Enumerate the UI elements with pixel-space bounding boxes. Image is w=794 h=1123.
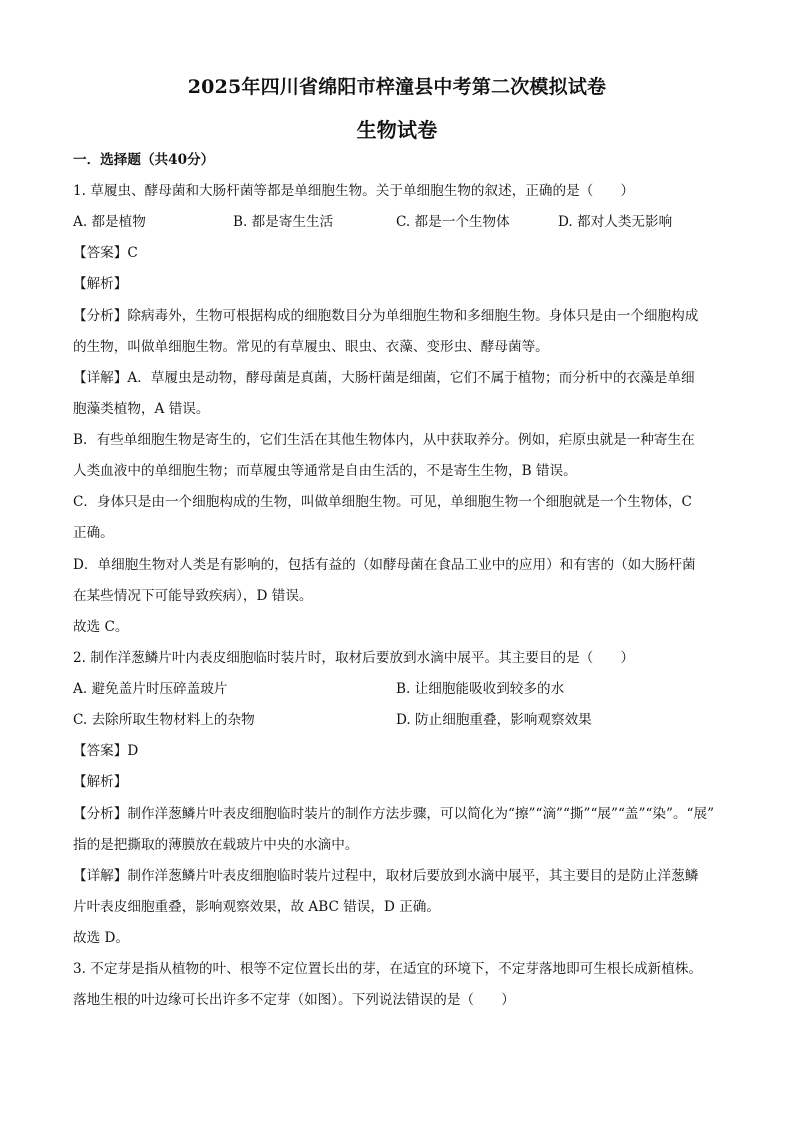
q1-b-line-1: B．有些单细胞生物是寄生的，它们生活在其他生物体内，从中获取养分。例如，疟原虫就是一种寄生在 — [73, 432, 695, 448]
q2-stem: 2. 制作洋葱鳞片叶内表皮细胞临时装片时，取材后要放到水滴中展平。其主要目的是（ ） — [73, 650, 635, 666]
q2-conclusion: 故选 D。 — [73, 930, 130, 946]
q1-option-d: D. 都对人类无影响 — [558, 214, 673, 230]
section-heading: 一．选择题（共40分） — [73, 152, 215, 168]
exam-title: 2025年四川省绵阳市梓潼县中考第二次模拟试卷 — [187, 76, 607, 98]
q2-answer: 【答案】D — [73, 743, 139, 759]
q1-c-line-2: 正确。 — [73, 525, 114, 541]
q1-c-line-1: C．身体只是由一个细胞构成的生物，叫做单细胞生物。可见，单细胞生物一个细胞就是一个生物体，C — [73, 494, 692, 510]
q2-analysis-label: 【解析】 — [73, 774, 128, 790]
q1-stem: 1. 草履虫、酵母菌和大肠杆菌等都是单细胞生物。关于单细胞生物的叙述，正确的是（ ） — [73, 183, 635, 199]
q2-option-d: D. 防止细胞重叠，影响观察效果 — [396, 712, 592, 728]
q2-xiangjie-line-1: 【详解】制作洋葱鳞片叶表皮细胞临时装片过程中，取材后要放到水滴中展平，其主要目的是防止洋葱鳞 — [73, 868, 699, 884]
q1-option-c: C. 都是一个生物体 — [396, 214, 510, 230]
q1-xiangjie-line-2: 胞藻类植物，A 错误。 — [73, 401, 210, 417]
q1-answer: 【答案】C — [73, 245, 138, 261]
q1-d-line-2: 在某些情况下可能导致疾病），D 错误。 — [73, 588, 313, 604]
q1-option-a: A. 都是植物 — [73, 214, 146, 230]
q2-option-c: C. 去除所取生物材料上的杂物 — [73, 712, 255, 728]
q3-stem-line-1: 3. 不定芽是指从植物的叶、根等不定位置长出的芽，在适宜的环境下，不定芽落地即可生根长成新植株。 — [73, 961, 703, 977]
q2-fenxi-line-2: 指的是把撕取的薄膜放在载玻片中央的水滴中。 — [73, 837, 359, 853]
q1-fenxi-line-1: 【分析】除病毒外，生物可根据构成的细胞数目分为单细胞生物和多细胞生物。身体只是由一个细胞构成 — [73, 308, 699, 324]
q2-option-a: A. 避免盖片时压碎盖玻片 — [73, 681, 228, 697]
q1-analysis-label: 【解析】 — [73, 276, 128, 292]
q2-fenxi-line-1: 【分析】制作洋葱鳞片叶表皮细胞临时装片的制作方法步骤，可以简化为“擦”“滴”“撕”“展”“盖”“染”。“展” — [73, 806, 715, 822]
q2-xiangjie-line-2: 片叶表皮细胞重叠，影响观察效果，故 ABC 错误，D 正确。 — [73, 899, 440, 915]
q2-option-b: B. 让细胞能吸收到较多的水 — [396, 681, 565, 697]
q1-xiangjie-line-1: 【详解】A．草履虫是动物，酵母菌是真菌，大肠杆菌是细菌，它们不属于植物；而分析中的衣藻是单细 — [73, 370, 695, 386]
q3-stem-line-2: 落地生根的叶边缘可长出许多不定芽（如图）。下列说法错误的是（ ） — [73, 992, 515, 1008]
exam-subtitle: 生物试卷 — [356, 118, 438, 142]
q1-conclusion: 故选 C。 — [73, 619, 129, 635]
q1-d-line-1: D．单细胞生物对人类是有影响的，包括有益的（如酵母菌在食品工业中的应用）和有害的（如大肠杆菌 — [73, 557, 696, 573]
q1-option-b: B. 都是寄生生活 — [233, 214, 334, 230]
q1-fenxi-line-2: 的生物，叫做单细胞生物。常见的有草履虫、眼虫、衣藻、变形虫、酵母菌等。 — [73, 339, 549, 355]
q1-b-line-2: 人类血液中的单细胞生物；而草履虫等通常是自由生活的，不是寄生生物，B 错误。 — [73, 463, 577, 479]
